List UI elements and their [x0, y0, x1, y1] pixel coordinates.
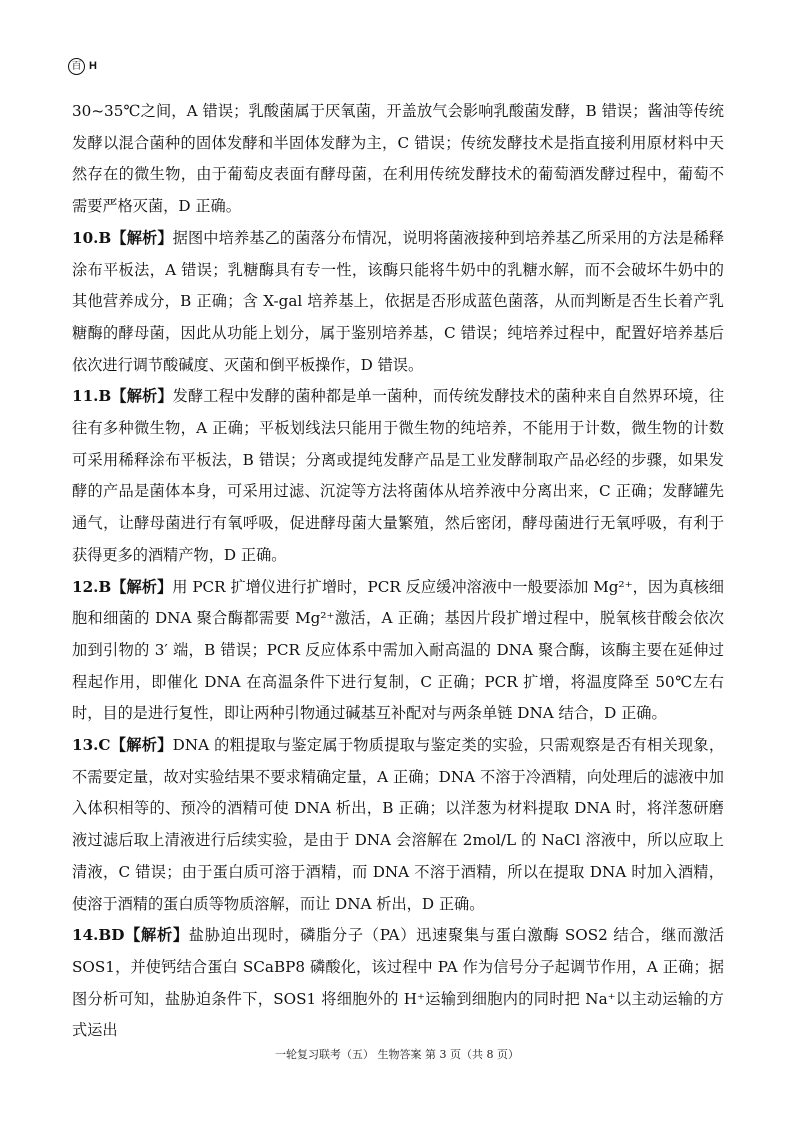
answer-13 [72, 730, 724, 920]
paragraph-text: 30~35℃之间，A 错误；乳酸菌属于厌氧菌，开盖放气会影响乳酸菌发酵，B 错误；酱油等传统发酵以混合菌种的固体发酵和半固体发酵为主，C 错误；传统发酵技术是指直接利用原材料中天然存在的微生物，由于葡萄皮表面有酵母菌，在利用传统发酵技术的葡萄酒发酵过程中，葡萄不需要严格灭菌，D 正确。 [72, 102, 724, 216]
question-number: 12.B【解析】 [72, 577, 173, 596]
question-number: 14.BD【解析】 [72, 926, 189, 945]
paragraph-continuation [72, 96, 724, 223]
question-number: 13.C【解析】 [72, 736, 173, 755]
answer-12 [72, 572, 724, 731]
page-footer: 一轮复习联考（五） 生物答案 第 3 页（共 8 页） [275, 1048, 519, 1061]
paragraph-text: 盐胁迫出现时，磷脂分子（PA）迅速聚集与蛋白激酶 SOS2 结合，继而激活 SOS1，并使钙结合蛋白 SCaBP8 磷酸化，该过程中 PA 作为信号分子起调节作用，A 正确；据图分析可知，盐胁迫条件下，SOS1 将细胞外的 H⁺运输到细胞内的同时把 Na⁺以主动运输的方式运出 [72, 926, 724, 1040]
question-number: 11.B【解析】 [72, 387, 173, 406]
answer-11 [72, 381, 724, 571]
answer-content [72, 96, 724, 1047]
paragraph-text: 发酵工程中发酵的菌种都是单一菌种，而传统发酵技术的菌种来自自然界环境，往往有多种微生物，A 正确；平板划线法只能用于微生物的纯培养，不能用于计数，微生物的计数可采用稀释涂布平板法，B 错误；分离或提纯发酵产品是工业发酵制取产品必经的步骤，如果发酵的产品是菌体本身，可采用过滤、沉淀等方法将菌体从培养液中分离出来，C 正确；发酵罐先通气，让酵母菌进行有氧呼吸，促进酵母菌大量繁殖，然后密闭，酵母菌进行无氧呼吸，有利于获得更多的酒精产物，D 正确。 [72, 387, 725, 564]
paragraph-text: 用 PCR 扩增仪进行扩增时，PCR 反应缓冲溶液中一般要添加 Mg²⁺，因为真核细胞和细菌的 DNA 聚合酶都需要 Mg²⁺激活，A 正确；基因片段扩增过程中，脱氧核苷酸会依次加到引物的 3′ 端，B 错误；PCR 反应体系中需加入耐高温的 DNA 聚合酶，该酶主要在延伸过程起作用，即催化 DNA 在高温条件下进行复制，C 正确；PCR 扩增，将温度降至 50℃左右时，目的是进行复性，即让两种引物通过碱基互补配对与两条单链 DNA 结合，D 正确。 [72, 577, 724, 723]
paragraph-text: 据图中培养基乙的菌落分布情况，说明将菌液接种到培养基乙所采用的方法是稀释涂布平板法，A 错误；乳糖酶具有专一性，该酶只能将牛奶中的乳糖水解，而不会破坏牛奶中的其他营养成分，B 正确；含 X-gal 培养基上，依据是否形成蓝色菌落，从而判断是否生长着产乳糖酶的酵母菌，因此从功能上划分，属于鉴别培养基，C 错误；纯培养过程中，配置好培养基后依次进行调节酸碱度、灭菌和倒平板操作，D 错误。 [72, 228, 725, 374]
question-number: 10.B【解析】 [72, 228, 173, 247]
answer-14 [72, 920, 724, 1047]
publisher-logo [68, 57, 97, 75]
paragraph-text: DNA 的粗提取与鉴定属于物质提取与鉴定类的实验，只需观察是否有相关现象，不需要定量，故对实验结果不要求精确定量，A 正确；DNA 不溶于冷酒精，向处理后的滤液中加入体积相等的、预冷的酒精可使 DNA 析出，B 正确；以洋葱为材料提取 DNA 时，将洋葱研磨液过滤后取上清液进行后续实验，是由于 DNA 会溶解在 2mol/L 的 NaCl 溶液中，所以应取上清液，C 错误；由于蛋白质可溶于酒精，而 DNA 不溶于酒精，所以在提取 DNA 时加入酒精，使溶于酒精的蛋白质等物质溶解，而让 DNA 析出，D 正确。 [72, 736, 725, 913]
logo-circle-icon: 百 [68, 58, 85, 75]
logo-letter: H [89, 60, 97, 72]
answer-10 [72, 223, 724, 382]
